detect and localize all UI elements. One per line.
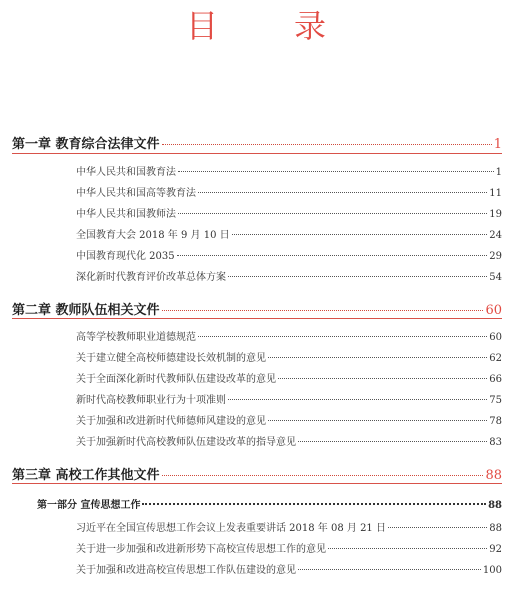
dot-leader (232, 233, 488, 235)
chapter-page-number: 1 (493, 137, 502, 152)
dot-leader (228, 398, 487, 400)
item-title: 中华人民共和国高等教育法 (76, 188, 196, 199)
chapter-page-number: 60 (485, 303, 502, 318)
item-page-number: 78 (489, 416, 502, 427)
toc-item[interactable] (76, 519, 502, 534)
chapter-divider (12, 153, 502, 154)
item-page-number: 54 (489, 272, 502, 283)
toc-item[interactable] (76, 205, 502, 220)
item-page-number: 62 (489, 353, 502, 364)
dot-leader (228, 275, 487, 277)
item-page-number: 66 (489, 374, 502, 385)
part-page-number: 88 (488, 500, 502, 511)
toc-chapter-3[interactable] (12, 464, 502, 483)
item-title: 关于加强和改进新时代师德师风建设的意见 (76, 416, 266, 427)
item-page-number: 60 (489, 332, 502, 343)
toc-item[interactable] (76, 184, 502, 199)
toc-item[interactable] (76, 412, 502, 427)
part-title: 第一部分 宣传思想工作 (37, 500, 141, 511)
item-title: 关于进一步加强和改进新形势下高校宣传思想工作的意见 (76, 544, 326, 555)
item-title: 习近平在全国宣传思想工作会议上发表重要讲话 2018 年 08 月 21 日 (76, 523, 386, 534)
dot-leader (162, 474, 484, 476)
dot-leader (162, 309, 484, 311)
dot-leader (268, 356, 487, 358)
dot-leader (268, 419, 487, 421)
item-page-number: 19 (489, 209, 502, 220)
toc-item[interactable] (76, 247, 502, 262)
item-page-number: 83 (489, 437, 502, 448)
item-title: 关于全面深化新时代教师队伍建设改革的意见 (76, 374, 276, 385)
dot-leader (162, 143, 492, 145)
item-page-number: 75 (489, 395, 502, 406)
toc-item[interactable] (76, 328, 502, 343)
chapter-divider (12, 483, 502, 484)
item-title: 全国教育大会 2018 年 9 月 10 日 (76, 230, 230, 241)
item-page-number: 1 (495, 167, 502, 178)
toc-chapter-1[interactable] (12, 133, 502, 152)
item-page-number: 24 (489, 230, 502, 241)
dot-leader (178, 212, 487, 214)
dot-leader (198, 335, 487, 337)
chapter-title: 第一章 教育综合法律文件 (12, 137, 160, 152)
item-title: 新时代高校教师职业行为十项准则 (76, 395, 226, 406)
item-title: 关于建立健全高校师德建设长效机制的意见 (76, 353, 266, 364)
toc-item[interactable] (76, 540, 502, 555)
toc-item[interactable] (76, 391, 502, 406)
item-title: 中华人民共和国教师法 (76, 209, 176, 220)
toc-item[interactable] (76, 163, 502, 178)
chapter-divider (12, 318, 502, 319)
dot-leader (278, 377, 487, 379)
page-title: 目 录 (185, 7, 348, 45)
toc-item[interactable] (76, 349, 502, 364)
item-page-number: 88 (489, 523, 502, 534)
chapter-title: 第二章 教师队伍相关文件 (12, 303, 160, 318)
toc-chapter-2[interactable] (12, 299, 502, 318)
item-page-number: 29 (489, 251, 502, 262)
toc-item[interactable] (76, 268, 502, 283)
item-title: 高等学校教师职业道德规范 (76, 332, 196, 343)
dot-leader (388, 526, 487, 528)
toc-item[interactable] (76, 561, 502, 576)
toc-item[interactable] (76, 370, 502, 385)
item-title: 深化新时代教育评价改革总体方案 (76, 272, 226, 283)
dot-leader (298, 440, 487, 442)
toc-item[interactable] (76, 433, 502, 448)
dot-leader (142, 502, 486, 505)
item-title: 中国教育现代化 2035 (76, 251, 175, 262)
chapter-title: 第三章 高校工作其他文件 (12, 468, 160, 483)
dot-leader (198, 191, 487, 193)
dot-leader (178, 170, 494, 172)
dot-leader (298, 568, 481, 570)
dot-leader (328, 547, 487, 549)
chapter-page-number: 88 (485, 468, 502, 483)
item-page-number: 11 (489, 188, 502, 199)
item-title: 关于加强新时代高校教师队伍建设改革的指导意见 (76, 437, 296, 448)
item-title: 关于加强和改进高校宣传思想工作队伍建设的意见 (76, 565, 296, 576)
item-page-number: 92 (489, 544, 502, 555)
item-title: 中华人民共和国教育法 (76, 167, 176, 178)
toc-item[interactable] (76, 226, 502, 241)
dot-leader (177, 254, 488, 256)
toc-part-1[interactable] (37, 496, 502, 511)
item-page-number: 100 (482, 565, 502, 576)
